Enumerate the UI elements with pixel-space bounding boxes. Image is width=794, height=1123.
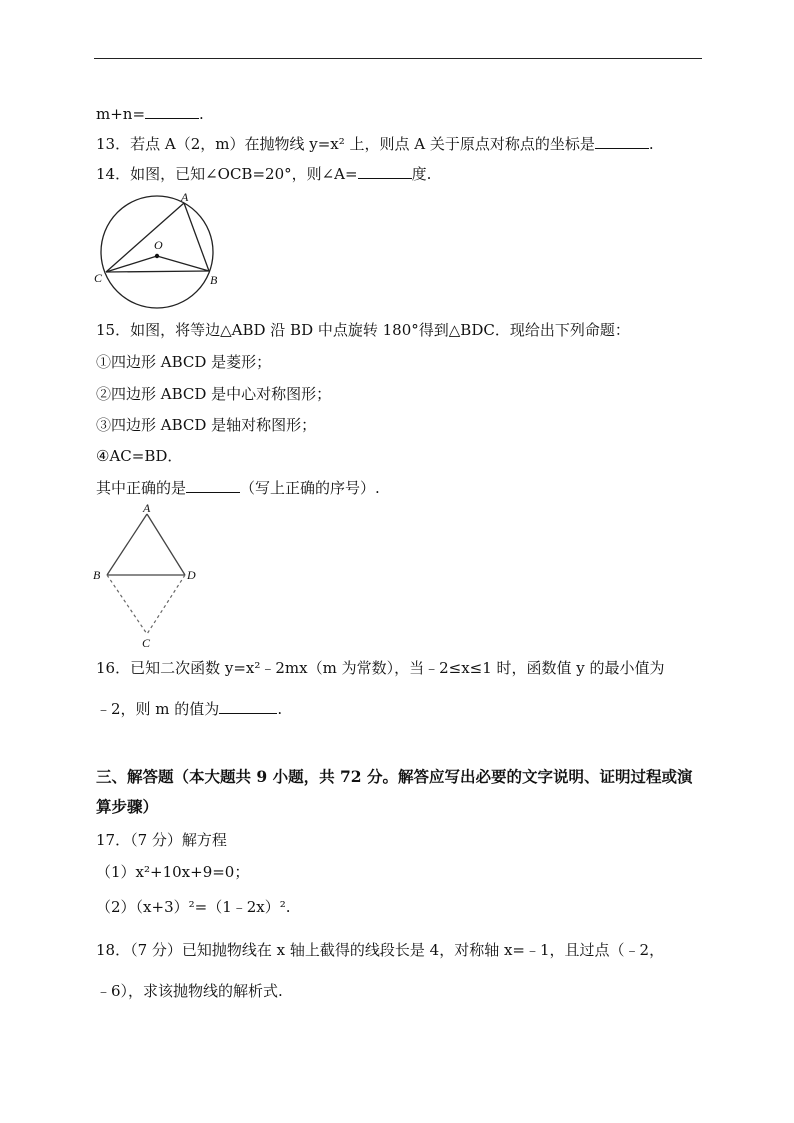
answer-blank <box>219 699 277 714</box>
q14-end: 度. <box>411 165 432 183</box>
q12-text: m+n= <box>96 105 146 123</box>
q14-text: 14．如图，已知∠OCB=20°，则∠A= <box>96 165 358 183</box>
center-point <box>155 254 159 258</box>
q15-item-1: ①四边形 ABCD 是菱形； <box>96 353 272 371</box>
figure-rhombus <box>92 500 212 650</box>
q16-line-2-text: ﹣2，则 m 的值为 <box>96 700 220 718</box>
segment-BA <box>107 514 147 575</box>
section-heading-line-1: 三、解答题（本大题共 9 小题，共 72 分。解答应写出必要的文字说明、证明过程或演 <box>96 767 693 786</box>
q13-end: . <box>648 135 654 153</box>
segment-BC-dashed <box>107 575 147 634</box>
q16-end: . <box>277 700 283 718</box>
q17-part-1: （1）x²+10x+9=0； <box>96 863 250 881</box>
answer-blank <box>145 104 199 119</box>
q16-line-1: 16．已知二次函数 y=x²﹣2mx（m 为常数），当﹣2≤x≤1 时，函数值 y 的最小值为 <box>96 659 665 677</box>
answer-blank <box>595 134 649 149</box>
q18-line-1: 18．（7 分）已知抛物线在 x 轴上截得的线段长是 4，对称轴 x=﹣1，且过点（﹣2， <box>96 941 665 959</box>
segment-DC-dashed <box>147 575 185 634</box>
label-D: D <box>187 568 196 582</box>
q15-ask-end: （写上正确的序号）. <box>240 479 380 497</box>
q12-end: . <box>199 105 204 123</box>
header-rule <box>94 58 702 59</box>
q12-tail <box>96 104 204 124</box>
segment-AD <box>147 514 185 575</box>
answer-blank <box>358 164 412 179</box>
label-A: A <box>181 190 189 204</box>
segment-CO <box>106 256 157 272</box>
section-heading-line-2: 算步骤） <box>96 797 159 816</box>
label-B: B <box>210 273 218 287</box>
label-C: C <box>142 636 151 650</box>
answer-blank <box>186 478 240 493</box>
circle <box>101 196 213 308</box>
segment-OB <box>157 256 209 271</box>
figure-circle-triangle <box>94 192 234 312</box>
q16-line-2 <box>96 699 282 719</box>
label-C: C <box>94 271 103 285</box>
q14 <box>96 164 431 184</box>
label-B: B <box>93 568 101 582</box>
q18-line-2: ﹣6），求该抛物线的解析式. <box>96 982 283 1000</box>
label-O: O <box>154 238 163 252</box>
q15-item-4: ④AC=BD． <box>96 447 183 465</box>
segment-CB <box>106 271 209 272</box>
q15-item-3: ③四边形 ABCD 是轴对称图形； <box>96 416 317 434</box>
q13 <box>96 134 654 154</box>
q17-stem: 17．（7 分）解方程 <box>96 831 227 849</box>
q15-ask-text: 其中正确的是 <box>96 479 187 497</box>
label-A: A <box>143 501 151 515</box>
q17-part-2: （2）（x+3）²=（1﹣2x）². <box>96 898 291 916</box>
q15-stem: 15．如图，将等边△ABD 沿 BD 中点旋转 180°得到△BDC．现给出下列命题： <box>96 321 630 339</box>
q15-ask <box>96 478 380 498</box>
q13-text: 13．若点 A（2，m）在抛物线 y=x² 上，则点 A 关于原点对称点的坐标是 <box>96 135 595 153</box>
segment-CA <box>106 203 184 272</box>
q15-item-2: ②四边形 ABCD 是中心对称图形； <box>96 385 332 403</box>
